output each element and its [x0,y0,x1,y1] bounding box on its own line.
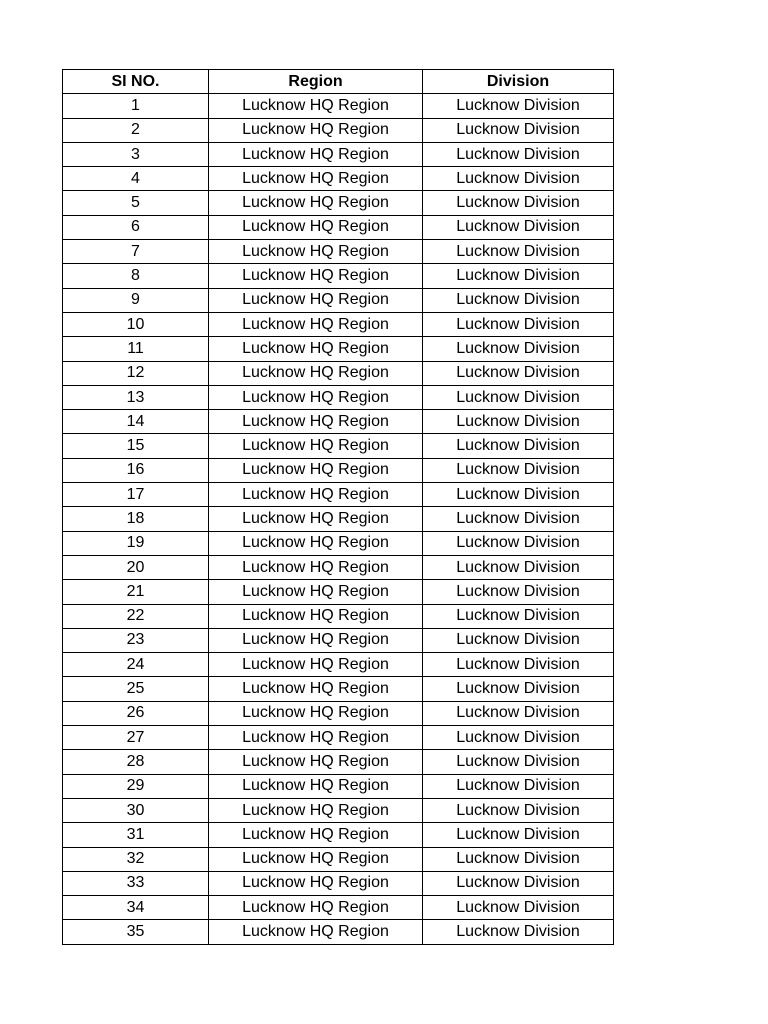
table-row [63,118,614,142]
header-row [63,70,614,94]
cell-region: Lucknow HQ Region [209,118,423,142]
cell-sl-no: 24 [63,653,209,677]
cell-sl-no: 16 [63,458,209,482]
cell-region: Lucknow HQ Region [209,507,423,531]
table-row [63,458,614,482]
cell-region: Lucknow HQ Region [209,142,423,166]
cell-region: Lucknow HQ Region [209,167,423,191]
cell-region: Lucknow HQ Region [209,94,423,118]
cell-sl-no: 30 [63,798,209,822]
table-row [63,920,614,944]
cell-division: Lucknow Division [423,312,614,336]
table-row [63,555,614,579]
cell-region: Lucknow HQ Region [209,920,423,944]
table-row [63,774,614,798]
table-row [63,385,614,409]
table-row [63,483,614,507]
cell-division: Lucknow Division [423,337,614,361]
cell-sl-no: 15 [63,434,209,458]
cell-sl-no: 5 [63,191,209,215]
cell-division: Lucknow Division [423,142,614,166]
table-row [63,191,614,215]
cell-division: Lucknow Division [423,458,614,482]
cell-sl-no: 17 [63,483,209,507]
cell-region: Lucknow HQ Region [209,434,423,458]
cell-region: Lucknow HQ Region [209,847,423,871]
cell-sl-no: 3 [63,142,209,166]
table-row [63,288,614,312]
cell-sl-no: 1 [63,94,209,118]
cell-region: Lucknow HQ Region [209,555,423,579]
cell-sl-no: 27 [63,726,209,750]
cell-division: Lucknow Division [423,264,614,288]
cell-region: Lucknow HQ Region [209,798,423,822]
cell-region: Lucknow HQ Region [209,191,423,215]
cell-division: Lucknow Division [423,240,614,264]
cell-division: Lucknow Division [423,798,614,822]
cell-sl-no: 11 [63,337,209,361]
cell-region: Lucknow HQ Region [209,896,423,920]
table-row [63,604,614,628]
cell-sl-no: 25 [63,677,209,701]
cell-division: Lucknow Division [423,507,614,531]
table-row [63,798,614,822]
cell-sl-no: 12 [63,361,209,385]
cell-division: Lucknow Division [423,871,614,895]
cell-division: Lucknow Division [423,167,614,191]
cell-sl-no: 2 [63,118,209,142]
table-row [63,871,614,895]
cell-region: Lucknow HQ Region [209,288,423,312]
cell-region: Lucknow HQ Region [209,823,423,847]
cell-division: Lucknow Division [423,94,614,118]
table-row [63,823,614,847]
cell-sl-no: 10 [63,312,209,336]
cell-region: Lucknow HQ Region [209,774,423,798]
cell-sl-no: 34 [63,896,209,920]
header-division: Division [423,70,614,94]
cell-sl-no: 4 [63,167,209,191]
table-row [63,726,614,750]
cell-sl-no: 35 [63,920,209,944]
cell-division: Lucknow Division [423,191,614,215]
cell-division: Lucknow Division [423,726,614,750]
cell-region: Lucknow HQ Region [209,361,423,385]
cell-division: Lucknow Division [423,604,614,628]
table-row [63,240,614,264]
cell-division: Lucknow Division [423,410,614,434]
table-row [63,750,614,774]
table-row [63,896,614,920]
cell-region: Lucknow HQ Region [209,264,423,288]
cell-division: Lucknow Division [423,361,614,385]
table-row [63,580,614,604]
cell-region: Lucknow HQ Region [209,628,423,652]
cell-region: Lucknow HQ Region [209,240,423,264]
cell-division: Lucknow Division [423,847,614,871]
cell-division: Lucknow Division [423,896,614,920]
cell-sl-no: 13 [63,385,209,409]
cell-division: Lucknow Division [423,555,614,579]
cell-sl-no: 31 [63,823,209,847]
cell-region: Lucknow HQ Region [209,483,423,507]
cell-region: Lucknow HQ Region [209,580,423,604]
cell-division: Lucknow Division [423,823,614,847]
cell-sl-no: 28 [63,750,209,774]
table-row [63,653,614,677]
cell-division: Lucknow Division [423,531,614,555]
header-region: Region [209,70,423,94]
cell-region: Lucknow HQ Region [209,701,423,725]
table-row [63,215,614,239]
cell-region: Lucknow HQ Region [209,871,423,895]
cell-division: Lucknow Division [423,215,614,239]
cell-sl-no: 18 [63,507,209,531]
cell-region: Lucknow HQ Region [209,677,423,701]
table-row [63,264,614,288]
cell-division: Lucknow Division [423,920,614,944]
table-row [63,337,614,361]
cell-division: Lucknow Division [423,483,614,507]
table-row [63,361,614,385]
table-row [63,434,614,458]
cell-sl-no: 14 [63,410,209,434]
cell-sl-no: 19 [63,531,209,555]
cell-region: Lucknow HQ Region [209,653,423,677]
cell-sl-no: 26 [63,701,209,725]
cell-sl-no: 8 [63,264,209,288]
cell-division: Lucknow Division [423,288,614,312]
table-row [63,142,614,166]
table-row [63,628,614,652]
cell-division: Lucknow Division [423,628,614,652]
cell-sl-no: 29 [63,774,209,798]
cell-sl-no: 7 [63,240,209,264]
cell-sl-no: 6 [63,215,209,239]
cell-division: Lucknow Division [423,434,614,458]
table-row [63,507,614,531]
cell-region: Lucknow HQ Region [209,726,423,750]
cell-sl-no: 22 [63,604,209,628]
table-row [63,312,614,336]
cell-region: Lucknow HQ Region [209,385,423,409]
cell-sl-no: 33 [63,871,209,895]
cell-region: Lucknow HQ Region [209,531,423,555]
table-row [63,167,614,191]
cell-sl-no: 21 [63,580,209,604]
cell-region: Lucknow HQ Region [209,312,423,336]
cell-sl-no: 32 [63,847,209,871]
table-row [63,410,614,434]
cell-division: Lucknow Division [423,750,614,774]
cell-division: Lucknow Division [423,774,614,798]
table-row [63,531,614,555]
cell-division: Lucknow Division [423,701,614,725]
cell-region: Lucknow HQ Region [209,337,423,361]
cell-sl-no: 9 [63,288,209,312]
cell-region: Lucknow HQ Region [209,750,423,774]
cell-division: Lucknow Division [423,653,614,677]
cell-region: Lucknow HQ Region [209,604,423,628]
table-row [63,847,614,871]
table-body [63,94,614,944]
cell-division: Lucknow Division [423,580,614,604]
cell-region: Lucknow HQ Region [209,410,423,434]
table-header [63,70,614,94]
cell-sl-no: 23 [63,628,209,652]
table-row [63,701,614,725]
cell-sl-no: 20 [63,555,209,579]
region-division-table [62,69,614,945]
cell-division: Lucknow Division [423,118,614,142]
cell-division: Lucknow Division [423,385,614,409]
header-sl-no: SI NO. [63,70,209,94]
cell-division: Lucknow Division [423,677,614,701]
cell-region: Lucknow HQ Region [209,215,423,239]
table-row [63,677,614,701]
cell-region: Lucknow HQ Region [209,458,423,482]
table-row [63,94,614,118]
